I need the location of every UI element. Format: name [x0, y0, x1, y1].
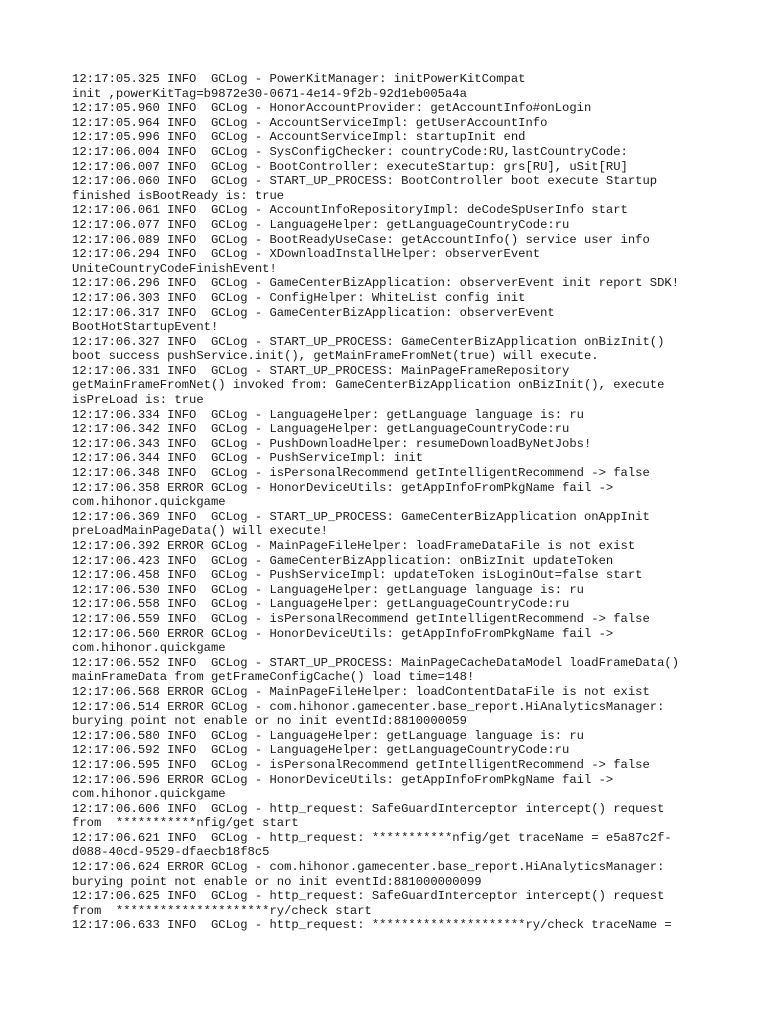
- log-line: 12:17:06.358 ERROR GCLog - HonorDeviceUtils: getAppInfoFromPkgName fail ->: [72, 480, 614, 495]
- log-line: 12:17:06.061 INFO GCLog - AccountInfoRepositoryImpl: deCodeSpUserInfo start: [72, 203, 628, 218]
- log-line: 12:17:06.530 INFO GCLog - LanguageHelper: getLanguage language is: ru: [72, 582, 584, 597]
- log-line: 12:17:06.559 INFO GCLog - isPersonalRecommend getIntelligentRecommend -> false: [72, 611, 650, 626]
- log-line: 12:17:06.592 INFO GCLog - LanguageHelper: getLanguageCountryCode:ru: [72, 743, 570, 758]
- log-line: burying point not enable or no init eventId:8810000059: [72, 714, 467, 729]
- log-line: 12:17:06.514 ERROR GCLog - com.hihonor.gamecenter.base_report.HiAnalyticsManager:: [72, 699, 665, 714]
- log-line: init ,powerKitTag=b9872e30-0671-4e14-9f2b-92d1eb005a4a: [72, 86, 467, 101]
- log-line: 12:17:06.331 INFO GCLog - START_UP_PROCESS: MainPageFrameRepository: [72, 363, 570, 378]
- log-line: 12:17:06.423 INFO GCLog - GameCenterBizApplication: onBizInit updateToken: [72, 553, 614, 568]
- log-line: 12:17:06.343 INFO GCLog - PushDownloadHelper: resumeDownloadByNetJobs!: [72, 436, 592, 451]
- log-line: finished isBootReady is: true: [72, 188, 285, 203]
- log-line: isPreLoad is: true: [72, 393, 204, 408]
- log-line: 12:17:06.624 ERROR GCLog - com.hihonor.gamecenter.base_report.HiAnalyticsManager:: [72, 860, 665, 875]
- log-line: 12:17:05.964 INFO GCLog - AccountServiceImpl: getUserAccountInfo: [72, 115, 548, 130]
- log-line: com.hihonor.quickgame: [72, 787, 226, 802]
- log-line: 12:17:05.996 INFO GCLog - AccountServiceImpl: startupInit end: [72, 130, 526, 145]
- log-text-block: [72, 72, 722, 933]
- log-line: mainFrameData from getFrameConfigCache() load time=148!: [72, 670, 475, 685]
- log-line: 12:17:06.004 INFO GCLog - SysConfigChecker: countryCode:RU,lastCountryCode:: [72, 144, 628, 159]
- log-line: from *********************ry/check start: [72, 903, 372, 918]
- log-line: BootHotStartupEvent!: [72, 320, 219, 335]
- log-line: 12:17:06.595 INFO GCLog - isPersonalRecommend getIntelligentRecommend -> false: [72, 757, 650, 772]
- log-line: 12:17:06.327 INFO GCLog - START_UP_PROCESS: GameCenterBizApplication onBizInit(): [72, 334, 665, 349]
- log-line: 12:17:06.334 INFO GCLog - LanguageHelper: getLanguage language is: ru: [72, 407, 584, 422]
- log-line: 12:17:06.552 INFO GCLog - START_UP_PROCESS: MainPageCacheDataModel loadFrameData(): [72, 655, 680, 670]
- log-line: 12:17:05.325 INFO GCLog - PowerKitManager: initPowerKitCompat: [72, 72, 526, 86]
- log-line: 12:17:06.633 INFO GCLog - http_request: *********************ry/check traceName =: [72, 918, 672, 933]
- log-line: 12:17:05.960 INFO GCLog - HonorAccountProvider: getAccountInfo#onLogin: [72, 101, 592, 116]
- log-line: 12:17:06.606 INFO GCLog - http_request: SafeGuardInterceptor intercept() request: [72, 801, 665, 816]
- log-line: 12:17:06.348 INFO GCLog - isPersonalRecommend getIntelligentRecommend -> false: [72, 466, 650, 481]
- log-line: 12:17:06.558 INFO GCLog - LanguageHelper: getLanguageCountryCode:ru: [72, 597, 570, 612]
- log-line: 12:17:06.560 ERROR GCLog - HonorDeviceUtils: getAppInfoFromPkgName fail ->: [72, 626, 614, 641]
- log-line: boot success pushService.init(), getMainFrameFromNet(true) will execute.: [72, 349, 599, 364]
- log-line: 12:17:06.077 INFO GCLog - LanguageHelper: getLanguageCountryCode:ru: [72, 217, 570, 232]
- log-line: 12:17:06.296 INFO GCLog - GameCenterBizApplication: observerEvent init report SDK!: [72, 276, 680, 291]
- log-line: 12:17:06.342 INFO GCLog - LanguageHelper: getLanguageCountryCode:ru: [72, 422, 570, 437]
- log-line: getMainFrameFromNet() invoked from: GameCenterBizApplication onBizInit(), execute: [72, 378, 665, 393]
- log-line: 12:17:06.317 INFO GCLog - GameCenterBizApplication: observerEvent: [72, 305, 555, 320]
- log-line: burying point not enable or no init eventId:881000000099: [72, 874, 482, 889]
- log-line: 12:17:06.007 INFO GCLog - BootController: executeStartup: grs[RU], uSit[RU]: [72, 159, 628, 174]
- log-line: 12:17:06.621 INFO GCLog - http_request: ***********nfig/get traceName = e5a87c2f-: [72, 830, 672, 845]
- log-line: 12:17:06.568 ERROR GCLog - MainPageFileHelper: loadContentDataFile is not exist: [72, 684, 650, 699]
- log-line: from ***********nfig/get start: [72, 816, 299, 831]
- log-line: 12:17:06.060 INFO GCLog - START_UP_PROCESS: BootController boot execute Startup: [72, 174, 658, 189]
- log-line: 12:17:06.369 INFO GCLog - START_UP_PROCESS: GameCenterBizApplication onAppInit: [72, 509, 650, 524]
- log-line: 12:17:06.392 ERROR GCLog - MainPageFileHelper: loadFrameDataFile is not exist: [72, 539, 636, 553]
- log-line: 12:17:06.344 INFO GCLog - PushServiceImpl: init: [72, 451, 424, 466]
- log-line: 12:17:06.294 INFO GCLog - XDownloadInstallHelper: observerEvent: [72, 247, 541, 262]
- log-line: UniteCountryCodeFinishEvent!: [72, 261, 277, 276]
- log-line: preLoadMainPageData() will execute!: [72, 524, 328, 539]
- log-line: 12:17:06.625 INFO GCLog - http_request: SafeGuardInterceptor intercept() request: [72, 889, 665, 904]
- log-line: com.hihonor.quickgame: [72, 641, 226, 656]
- log-line: 12:17:06.303 INFO GCLog - ConfigHelper: WhiteList config init: [72, 290, 526, 305]
- log-line: 12:17:06.580 INFO GCLog - LanguageHelper: getLanguage language is: ru: [72, 728, 584, 743]
- log-line: d088-40cd-9529-dfaecb18f8c5: [72, 845, 270, 860]
- log-line: com.hihonor.quickgame: [72, 495, 226, 510]
- log-line: 12:17:06.596 ERROR GCLog - HonorDeviceUtils: getAppInfoFromPkgName fail ->: [72, 772, 614, 787]
- log-line: 12:17:06.089 INFO GCLog - BootReadyUseCase: getAccountInfo() service user info: [72, 232, 650, 247]
- log-line: 12:17:06.458 INFO GCLog - PushServiceImpl: updateToken isLoginOut=false start: [72, 568, 643, 583]
